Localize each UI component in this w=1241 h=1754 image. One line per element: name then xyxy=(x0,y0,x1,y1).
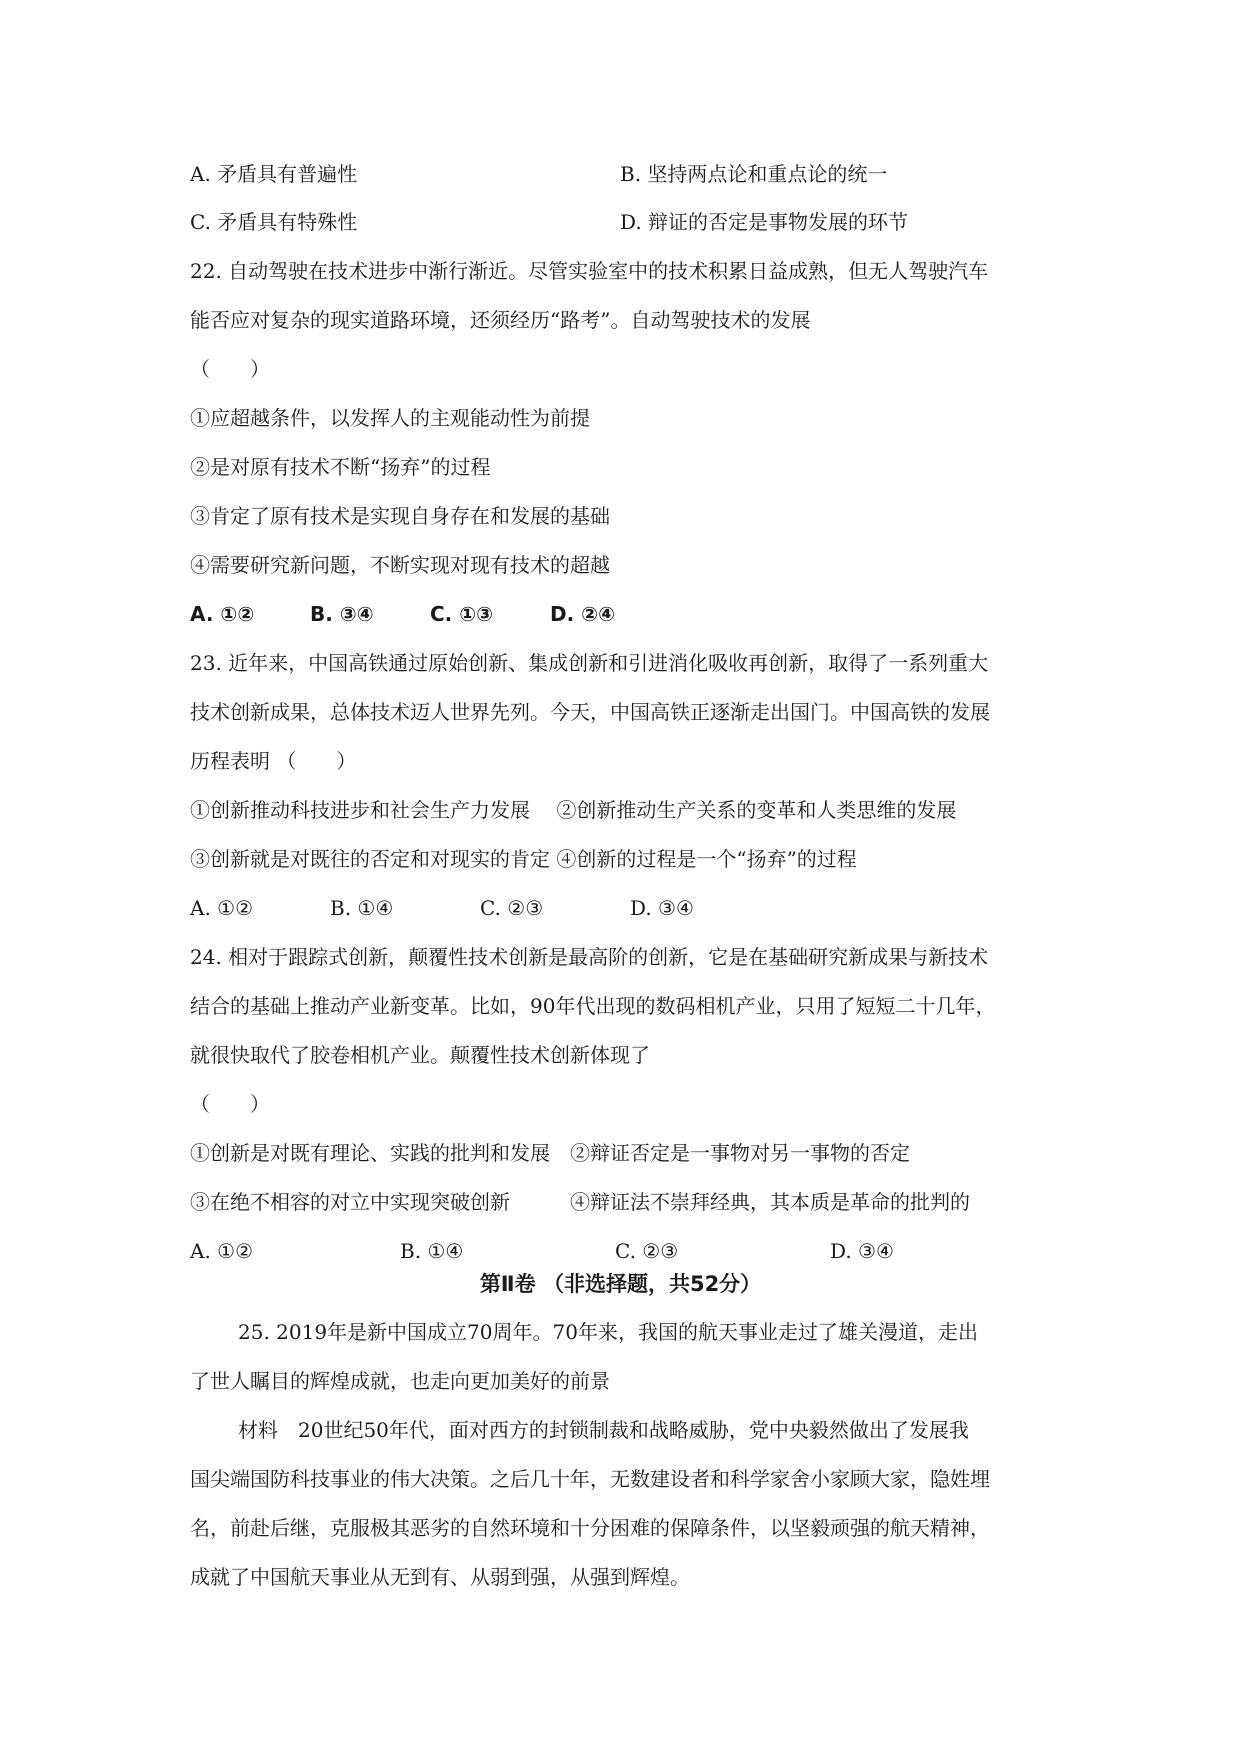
q21-option-b: B. 坚持两点论和重点论的统一 xyxy=(620,162,888,186)
q24-stem-line1: 24. 相对于跟踪式创新，颠覆性技术创新是最高阶的创新，它是在基础研究新成果与新技术 xyxy=(190,945,989,969)
q22-statement-4: ④需要研究新问题，不断实现对现有技术的超越 xyxy=(190,553,610,577)
q24-option-b: B. ①④ xyxy=(400,1239,464,1263)
q24-option-a: A. ①② xyxy=(190,1239,254,1263)
q23-option-c: C. ②③ xyxy=(480,896,544,920)
q23-option-b: B. ①④ xyxy=(330,896,394,920)
q23-stem-line3: 历程表明 （ ） xyxy=(190,749,357,773)
q21-option-a: A. 矛盾具有普遍性 xyxy=(190,162,358,186)
q22-option-b: B. ③④ xyxy=(310,602,374,626)
q22-answer-blank: （ ） xyxy=(190,357,270,381)
q23-statements-3-4: ③创新就是对既往的否定和对现实的肯定 ④创新的过程是一个“扬弃”的过程 xyxy=(190,847,857,871)
q25-material-line4: 成就了中国航天事业从无到有、从弱到强，从强到辉煌。 xyxy=(190,1565,690,1589)
q23-option-d: D. ③④ xyxy=(630,896,694,920)
q22-stem-line1: 22. 自动驾驶在技术进步中渐行渐近。尽管实验室中的技术积累日益成熟，但无人驾驶汽车 xyxy=(190,259,989,283)
q25-material-line3: 名，前赴后继，克服极其恶劣的自然环境和十分困难的保障条件，以坚毅顽强的航天精神， xyxy=(190,1516,990,1540)
q22-statement-3: ③肯定了原有技术是实现自身存在和发展的基础 xyxy=(190,504,610,528)
q22-option-a: A. ①② xyxy=(190,602,255,626)
q23-option-a: A. ①② xyxy=(190,896,254,920)
q24-answer-blank: （ ） xyxy=(190,1092,270,1116)
q22-statement-1: ①应超越条件，以发挥人的主观能动性为前提 xyxy=(190,406,590,430)
q21-option-d: D. 辩证的否定是事物发展的环节 xyxy=(620,210,909,234)
q22-option-d: D. ②④ xyxy=(550,602,616,626)
q21-option-c: C. 矛盾具有特殊性 xyxy=(190,210,358,234)
q25-material-line1: 材料 20世纪50年代，面对西方的封锁制裁和战略威胁，党中央毅然做出了发展我 xyxy=(238,1418,969,1442)
section-title: 第Ⅱ卷 （非选择题，共52分） xyxy=(479,1272,762,1296)
q24-stem-line2: 结合的基础上推动产业新变革。比如，90年代出现的数码相机产业，只用了短短二十几年， xyxy=(190,994,996,1018)
q25-stem-line2: 了世人瞩目的辉煌成就，也走向更加美好的前景 xyxy=(190,1369,610,1393)
q25-stem-line1: 25. 2019年是新中国成立70周年。70年来，我国的航天事业走过了雄关漫道，走出 xyxy=(238,1320,978,1344)
q23-statements-1-2: ①创新推动科技进步和社会生产力发展 ②创新推动生产关系的变革和人类思维的发展 xyxy=(190,798,957,822)
q22-option-c: C. ①③ xyxy=(430,602,494,626)
q23-stem-line2: 技术创新成果，总体技术迈人世界先列。今天，中国高铁正逐渐走出国门。中国高铁的发展 xyxy=(190,700,990,724)
q23-stem-line1: 23. 近年来，中国高铁通过原始创新、集成创新和引进消化吸收再创新，取得了一系列重大 xyxy=(190,651,989,675)
q25-material-line2: 国尖端国防科技事业的伟大决策。之后几十年，无数建设者和科学家舍小家顾大家，隐姓埋 xyxy=(190,1467,990,1491)
q24-option-c: C. ②③ xyxy=(615,1239,679,1263)
q22-statement-2: ②是对原有技术不断“扬弃”的过程 xyxy=(190,455,491,479)
q24-statements-3-4: ③在绝不相容的对立中实现突破创新 ④辩证法不崇拜经典，其本质是革命的批判的 xyxy=(190,1190,970,1214)
q24-stem-line3: 就很快取代了胶卷相机产业。颠覆性技术创新体现了 xyxy=(190,1043,650,1067)
q24-option-d: D. ③④ xyxy=(830,1239,894,1263)
q24-statements-1-2: ①创新是对既有理论、实践的批判和发展 ②辩证否定是一事物对另一事物的否定 xyxy=(190,1141,910,1165)
q22-stem-line2: 能否应对复杂的现实道路环境，还须经历“路考”。自动驾驶技术的发展 xyxy=(190,308,811,332)
